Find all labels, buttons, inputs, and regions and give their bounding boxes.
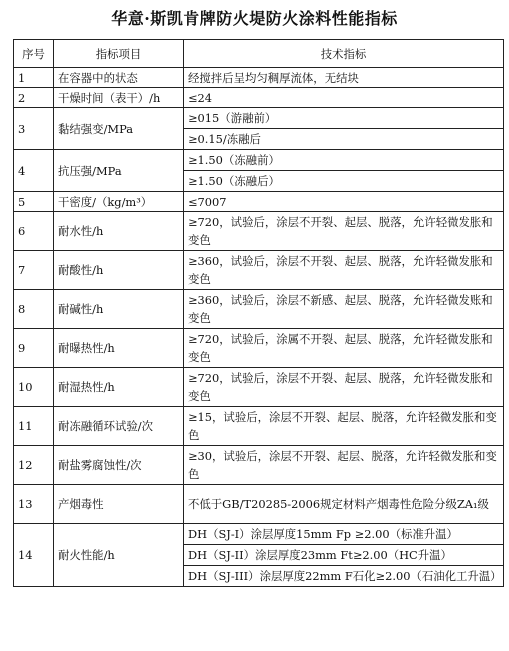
row-spec: DH（SJ-I）涂层厚度15mm Fp ≥2.00（标准升温） (184, 524, 504, 545)
row-number: 9 (14, 329, 54, 368)
row-spec: ≥720，试验后，涂层不开裂、起层、脱落，允许轻微发胀和变色 (184, 368, 504, 407)
row-item: 在容器中的状态 (54, 68, 184, 88)
row-item: 耐冻融循环试验/次 (54, 407, 184, 446)
row-number: 12 (14, 446, 54, 485)
row-item: 耐碱性/h (54, 290, 184, 329)
row-spec: ≤7007 (184, 192, 504, 212)
row-spec: ≤24 (184, 88, 504, 108)
row-number: 2 (14, 88, 54, 108)
row-spec: 经搅拌后呈均匀稠厚流体，无结块 (184, 68, 504, 88)
row-spec: ≥1.50（冻融后） (184, 171, 504, 192)
row-item: 耐酸性/h (54, 251, 184, 290)
header-item: 指标项目 (54, 40, 184, 68)
table-row (14, 108, 504, 129)
row-spec: ≥720，试验后，涂层不开裂、起层、脱落，允许轻微发胀和变色 (184, 212, 504, 251)
table-row (14, 485, 504, 524)
row-number: 1 (14, 68, 54, 88)
row-item: 产烟毒性 (54, 485, 184, 524)
row-spec: ≥1.50（冻融前） (184, 150, 504, 171)
row-spec: DH（SJ-III）涂层厚度22mm F石化≥2.00（石油化工升温） (184, 566, 504, 587)
row-spec: ≥0.15/冻融后 (184, 129, 504, 150)
table-row (14, 192, 504, 212)
row-spec: ≥30，试验后，涂层不开裂、起层、脱落，允许轻微发胀和变色 (184, 446, 504, 485)
row-number: 5 (14, 192, 54, 212)
header-number: 序号 (14, 40, 54, 68)
row-spec: ≥015（游融前） (184, 108, 504, 129)
row-number: 7 (14, 251, 54, 290)
row-number: 6 (14, 212, 54, 251)
row-item: 抗压强/MPa (54, 150, 184, 192)
row-number: 11 (14, 407, 54, 446)
row-number: 13 (14, 485, 54, 524)
document-title: 华意·斯凯肯牌防火堤防火涂料性能指标 (111, 9, 398, 28)
row-number: 14 (14, 524, 54, 587)
row-spec: 不低于GB/T20285-2006规定材料产烟毒性危险分级ZA₁级 (184, 485, 504, 524)
table-row (14, 68, 504, 88)
table-row (14, 329, 504, 368)
row-number: 4 (14, 150, 54, 192)
row-item: 耐曝热性/h (54, 329, 184, 368)
row-number: 8 (14, 290, 54, 329)
row-number: 10 (14, 368, 54, 407)
row-spec: ≥360，试验后，涂层不开裂、起层、脱落，允许轻微发胀和变色 (184, 251, 504, 290)
table-row (14, 446, 504, 485)
row-spec: ≥360，试验后，涂层不新感、起层、脱落，允许轻微发账和变色 (184, 290, 504, 329)
row-item: 干燥时间（表干）/h (54, 88, 184, 108)
row-item: 耐盐雾腐蚀性/次 (54, 446, 184, 485)
row-spec: DH（SJ-II）涂层厚度23mm Ft≥2.00（HC升温） (184, 545, 504, 566)
table-row (14, 290, 504, 329)
table-header-row (14, 40, 504, 68)
row-item: 干密度/（kg/m³） (54, 192, 184, 212)
row-item: 耐水性/h (54, 212, 184, 251)
row-item: 耐湿热性/h (54, 368, 184, 407)
table-row (14, 212, 504, 251)
table-row (14, 524, 504, 545)
row-number: 3 (14, 108, 54, 150)
table-row (14, 88, 504, 108)
row-spec: ≥720，试验后，涂属不开裂、起层、脱落，允许轻微发胀和变色 (184, 329, 504, 368)
table-row (14, 407, 504, 446)
row-item: 黏结强变/MPa (54, 108, 184, 150)
table-row (14, 368, 504, 407)
table-row (14, 251, 504, 290)
header-spec: 技术指标 (184, 40, 504, 68)
table-row (14, 150, 504, 171)
performance-spec-table (13, 39, 504, 587)
row-spec: ≥15，试验后，涂层不开裂、起层、脱落，允许轻微发胀和变色 (184, 407, 504, 446)
row-item: 耐火性能/h (54, 524, 184, 587)
